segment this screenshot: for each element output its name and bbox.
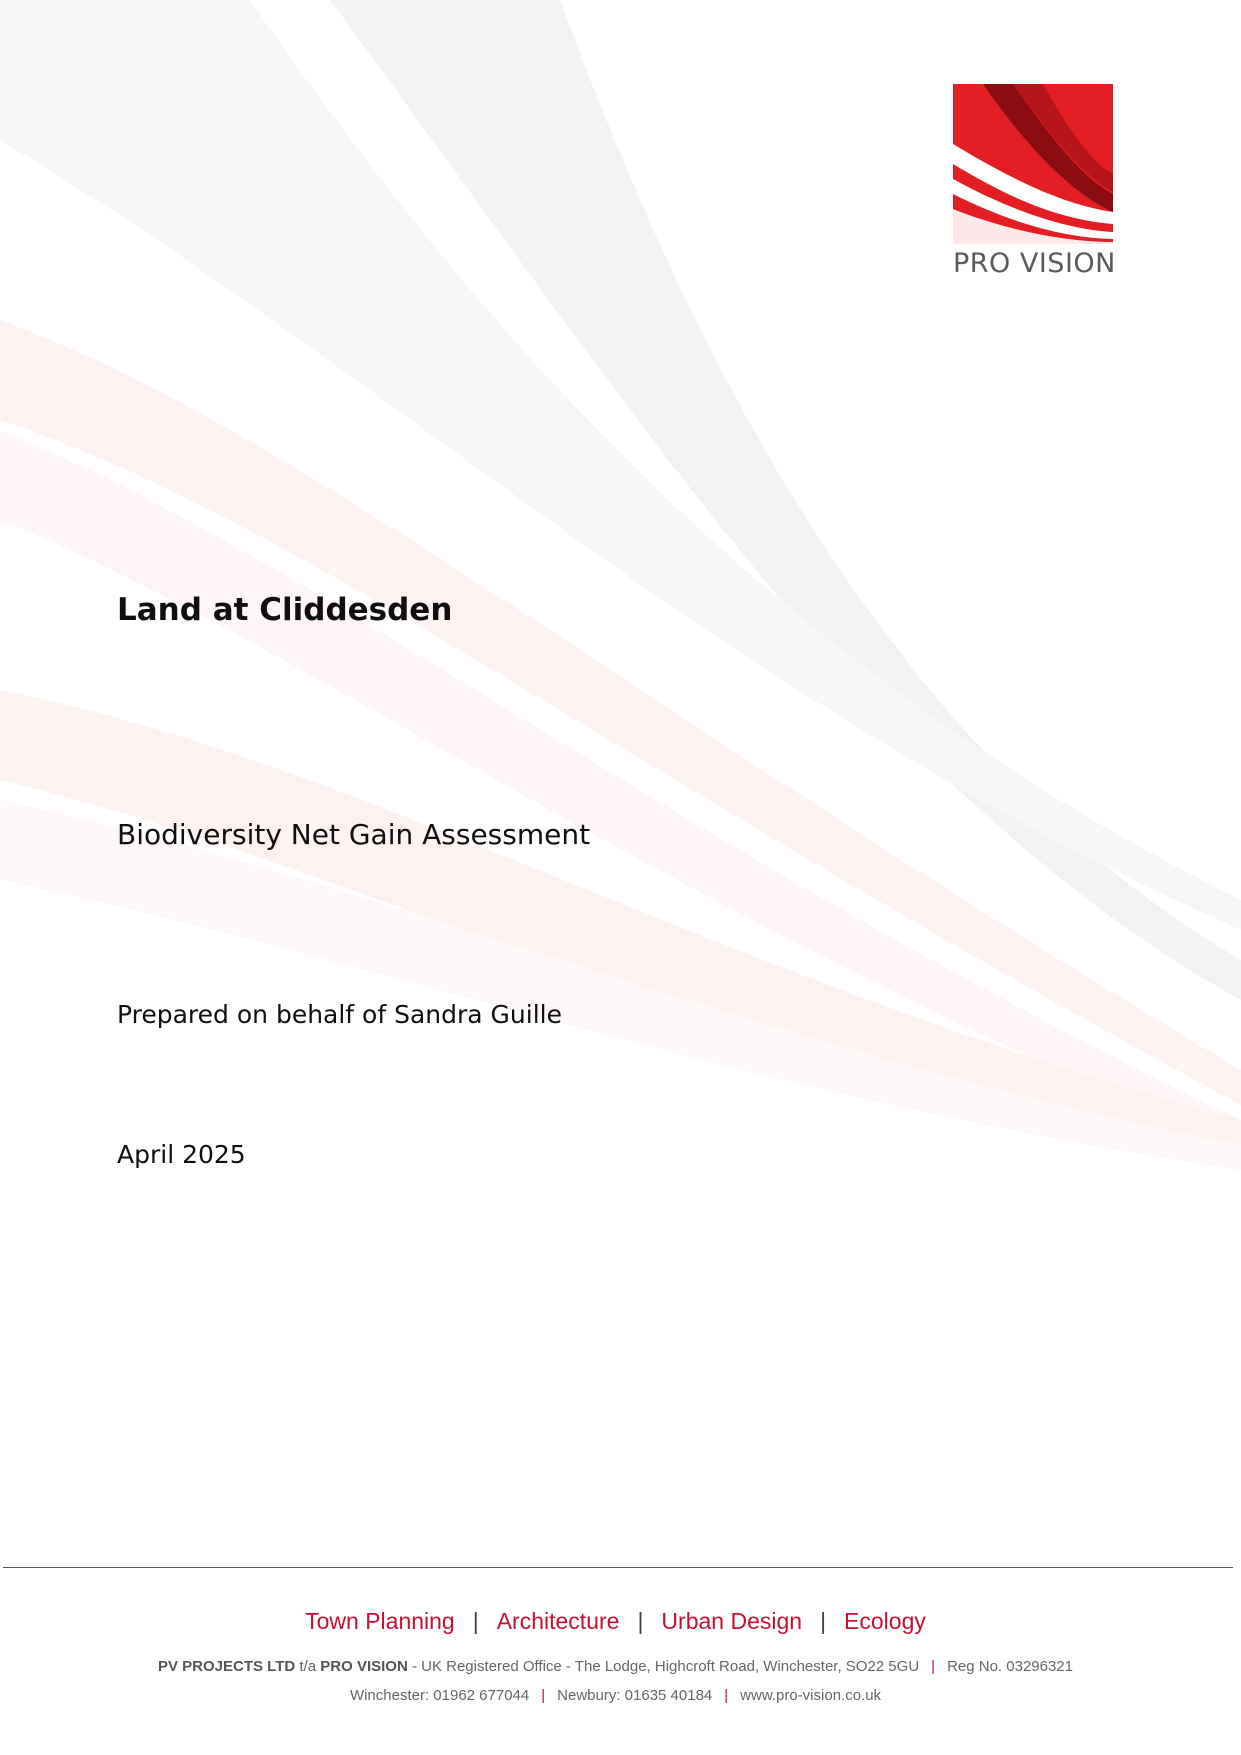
service-separator: | <box>637 1608 644 1634</box>
contact-separator: | <box>541 1687 546 1704</box>
contact-newbury: Newbury: 01635 40184 <box>557 1687 713 1704</box>
pro-vision-logo <box>953 84 1116 279</box>
document-date: April 2025 <box>117 1140 246 1169</box>
trading-as: t/a <box>299 1658 317 1675</box>
website-link[interactable]: www.pro-vision.co.uk <box>740 1687 882 1704</box>
prepared-for-line: Prepared on behalf of Sandra Guille <box>117 1000 562 1029</box>
contact-separator: | <box>724 1687 729 1704</box>
services-list <box>0 1608 1231 1635</box>
registration-line <box>0 1658 1231 1675</box>
service-urban-design: Urban Design <box>661 1608 803 1634</box>
registration-separator: | <box>931 1658 936 1675</box>
document-subtitle: Biodiversity Net Gain Assessment <box>117 818 591 851</box>
company-name: PV PROJECTS LTD <box>157 1658 296 1675</box>
contact-winchester: Winchester: 01962 677044 <box>349 1687 530 1704</box>
logo-mark-icon <box>953 84 1113 244</box>
document-title: Land at Cliddesden <box>117 592 453 628</box>
registered-office: - UK Registered Office - The Lodge, Highcroft Road, Winchester, SO22 5GU <box>411 1658 920 1675</box>
service-separator: | <box>820 1608 827 1634</box>
service-ecology: Ecology <box>844 1608 926 1634</box>
brand-name: PRO VISION <box>320 1658 408 1675</box>
service-architecture: Architecture <box>496 1608 620 1634</box>
service-separator: | <box>472 1608 479 1634</box>
footer-divider <box>3 1567 1233 1568</box>
logo-text: PRO VISION <box>953 248 1116 279</box>
service-town-planning: Town Planning <box>305 1608 455 1634</box>
registration-number: Reg No. 03296321 <box>947 1658 1073 1675</box>
contact-line <box>0 1687 1231 1704</box>
